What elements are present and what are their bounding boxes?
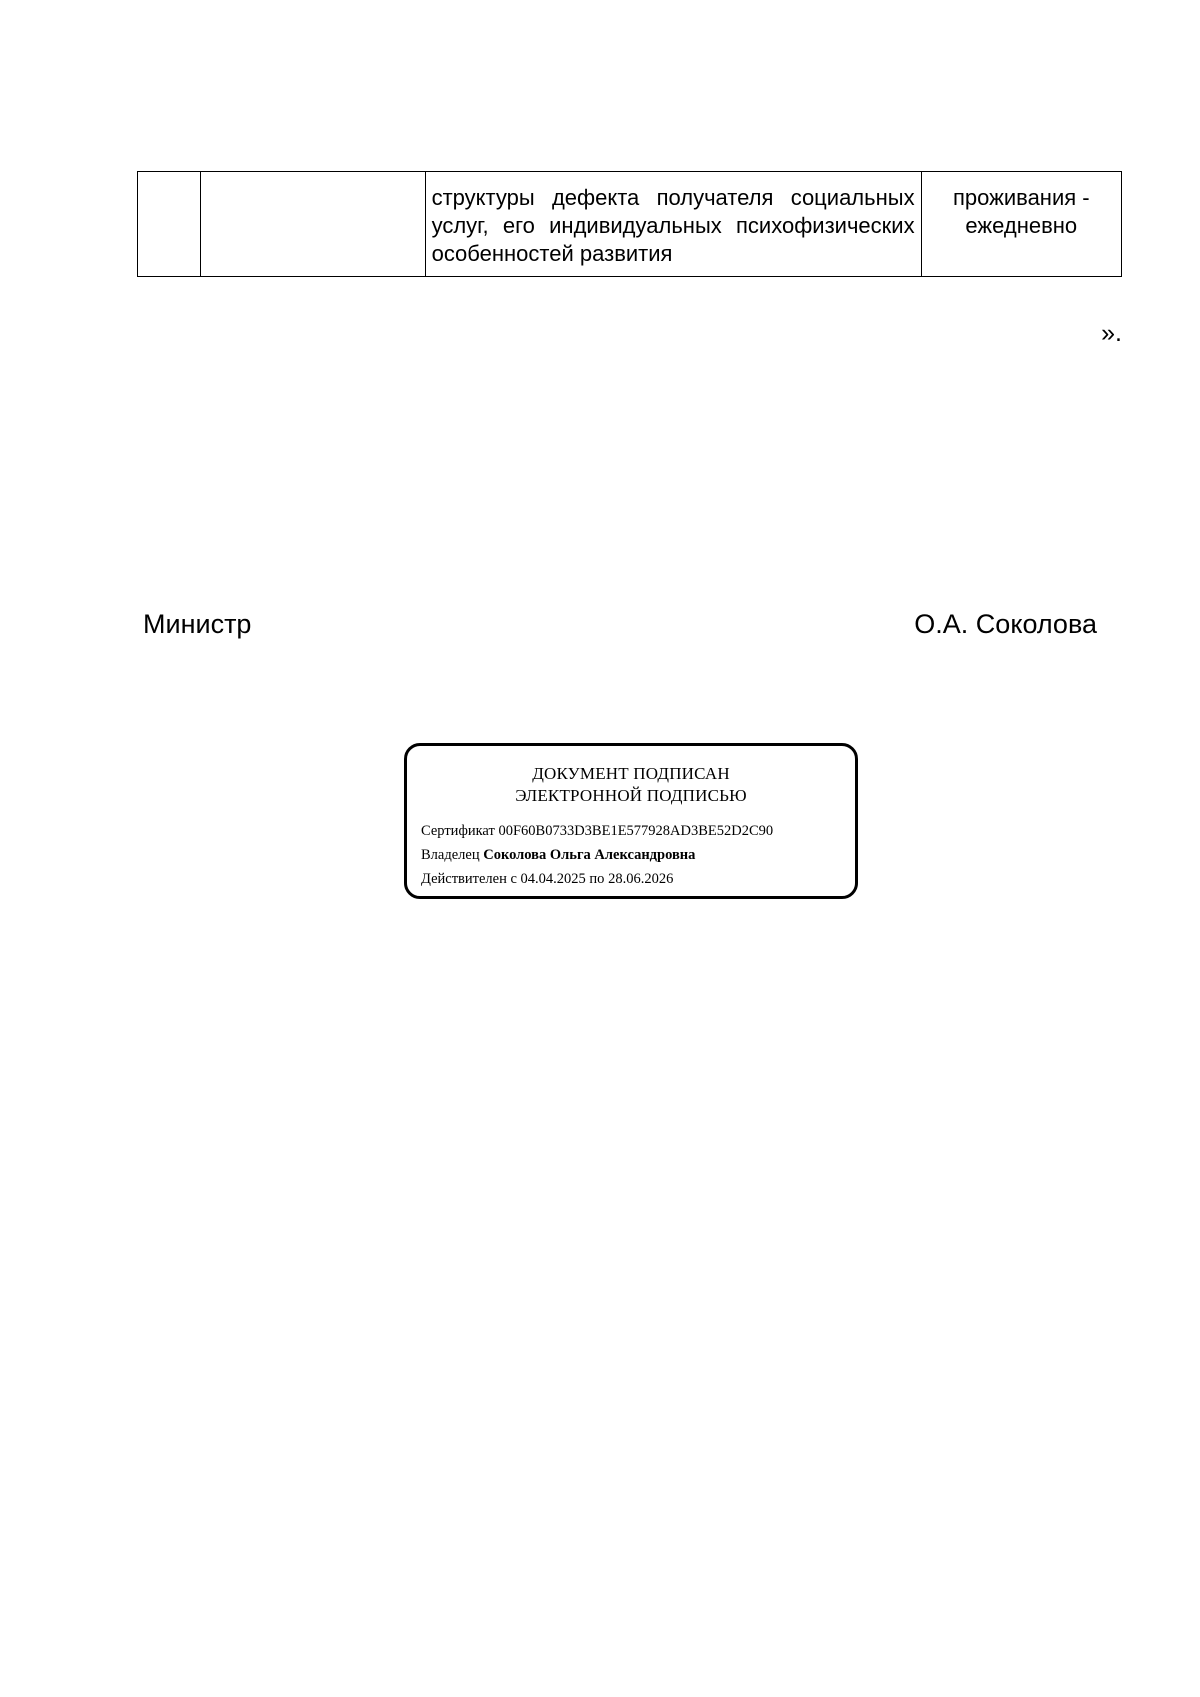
- owner-line: [421, 843, 855, 867]
- certificate-line: [421, 819, 855, 843]
- service-description-cell: структуры дефекта получателя социальных услуг, его индивидуальных психофизических особенностей развития: [425, 172, 921, 277]
- signer-position: Министр: [143, 609, 252, 639]
- services-table-continuation: [137, 171, 1122, 277]
- table-row: [138, 172, 1122, 277]
- valid-label: Действителен с: [421, 871, 517, 887]
- valid-to-label: по: [589, 871, 605, 887]
- stamp-title-line: ЭЛЕКТРОННОЙ ПОДПИСЬЮ: [515, 786, 747, 805]
- electronic-signature-stamp: [404, 743, 858, 899]
- validity-line: [421, 867, 855, 891]
- owner-value: Соколова Ольга Александровна: [483, 847, 696, 863]
- stamp-details: [421, 819, 855, 891]
- owner-label: Владелец: [421, 847, 480, 863]
- stamp-title: [407, 763, 855, 807]
- valid-from: 04.04.2025: [520, 871, 586, 887]
- stamp-title-line: ДОКУМЕНТ ПОДПИСАН: [532, 764, 730, 783]
- service-frequency-cell: проживания - ежедневно: [921, 172, 1121, 277]
- service-name-cell: [201, 172, 425, 277]
- signer-name: О.А. Соколова: [914, 609, 1097, 639]
- certificate-value: 00F60B0733D3BE1E577928AD3BE52D2C90: [498, 823, 774, 839]
- row-number-cell: [138, 172, 201, 277]
- valid-to: 28.06.2026: [608, 871, 674, 887]
- closing-quote: ».: [1101, 319, 1122, 347]
- certificate-label: Сертификат: [421, 823, 495, 839]
